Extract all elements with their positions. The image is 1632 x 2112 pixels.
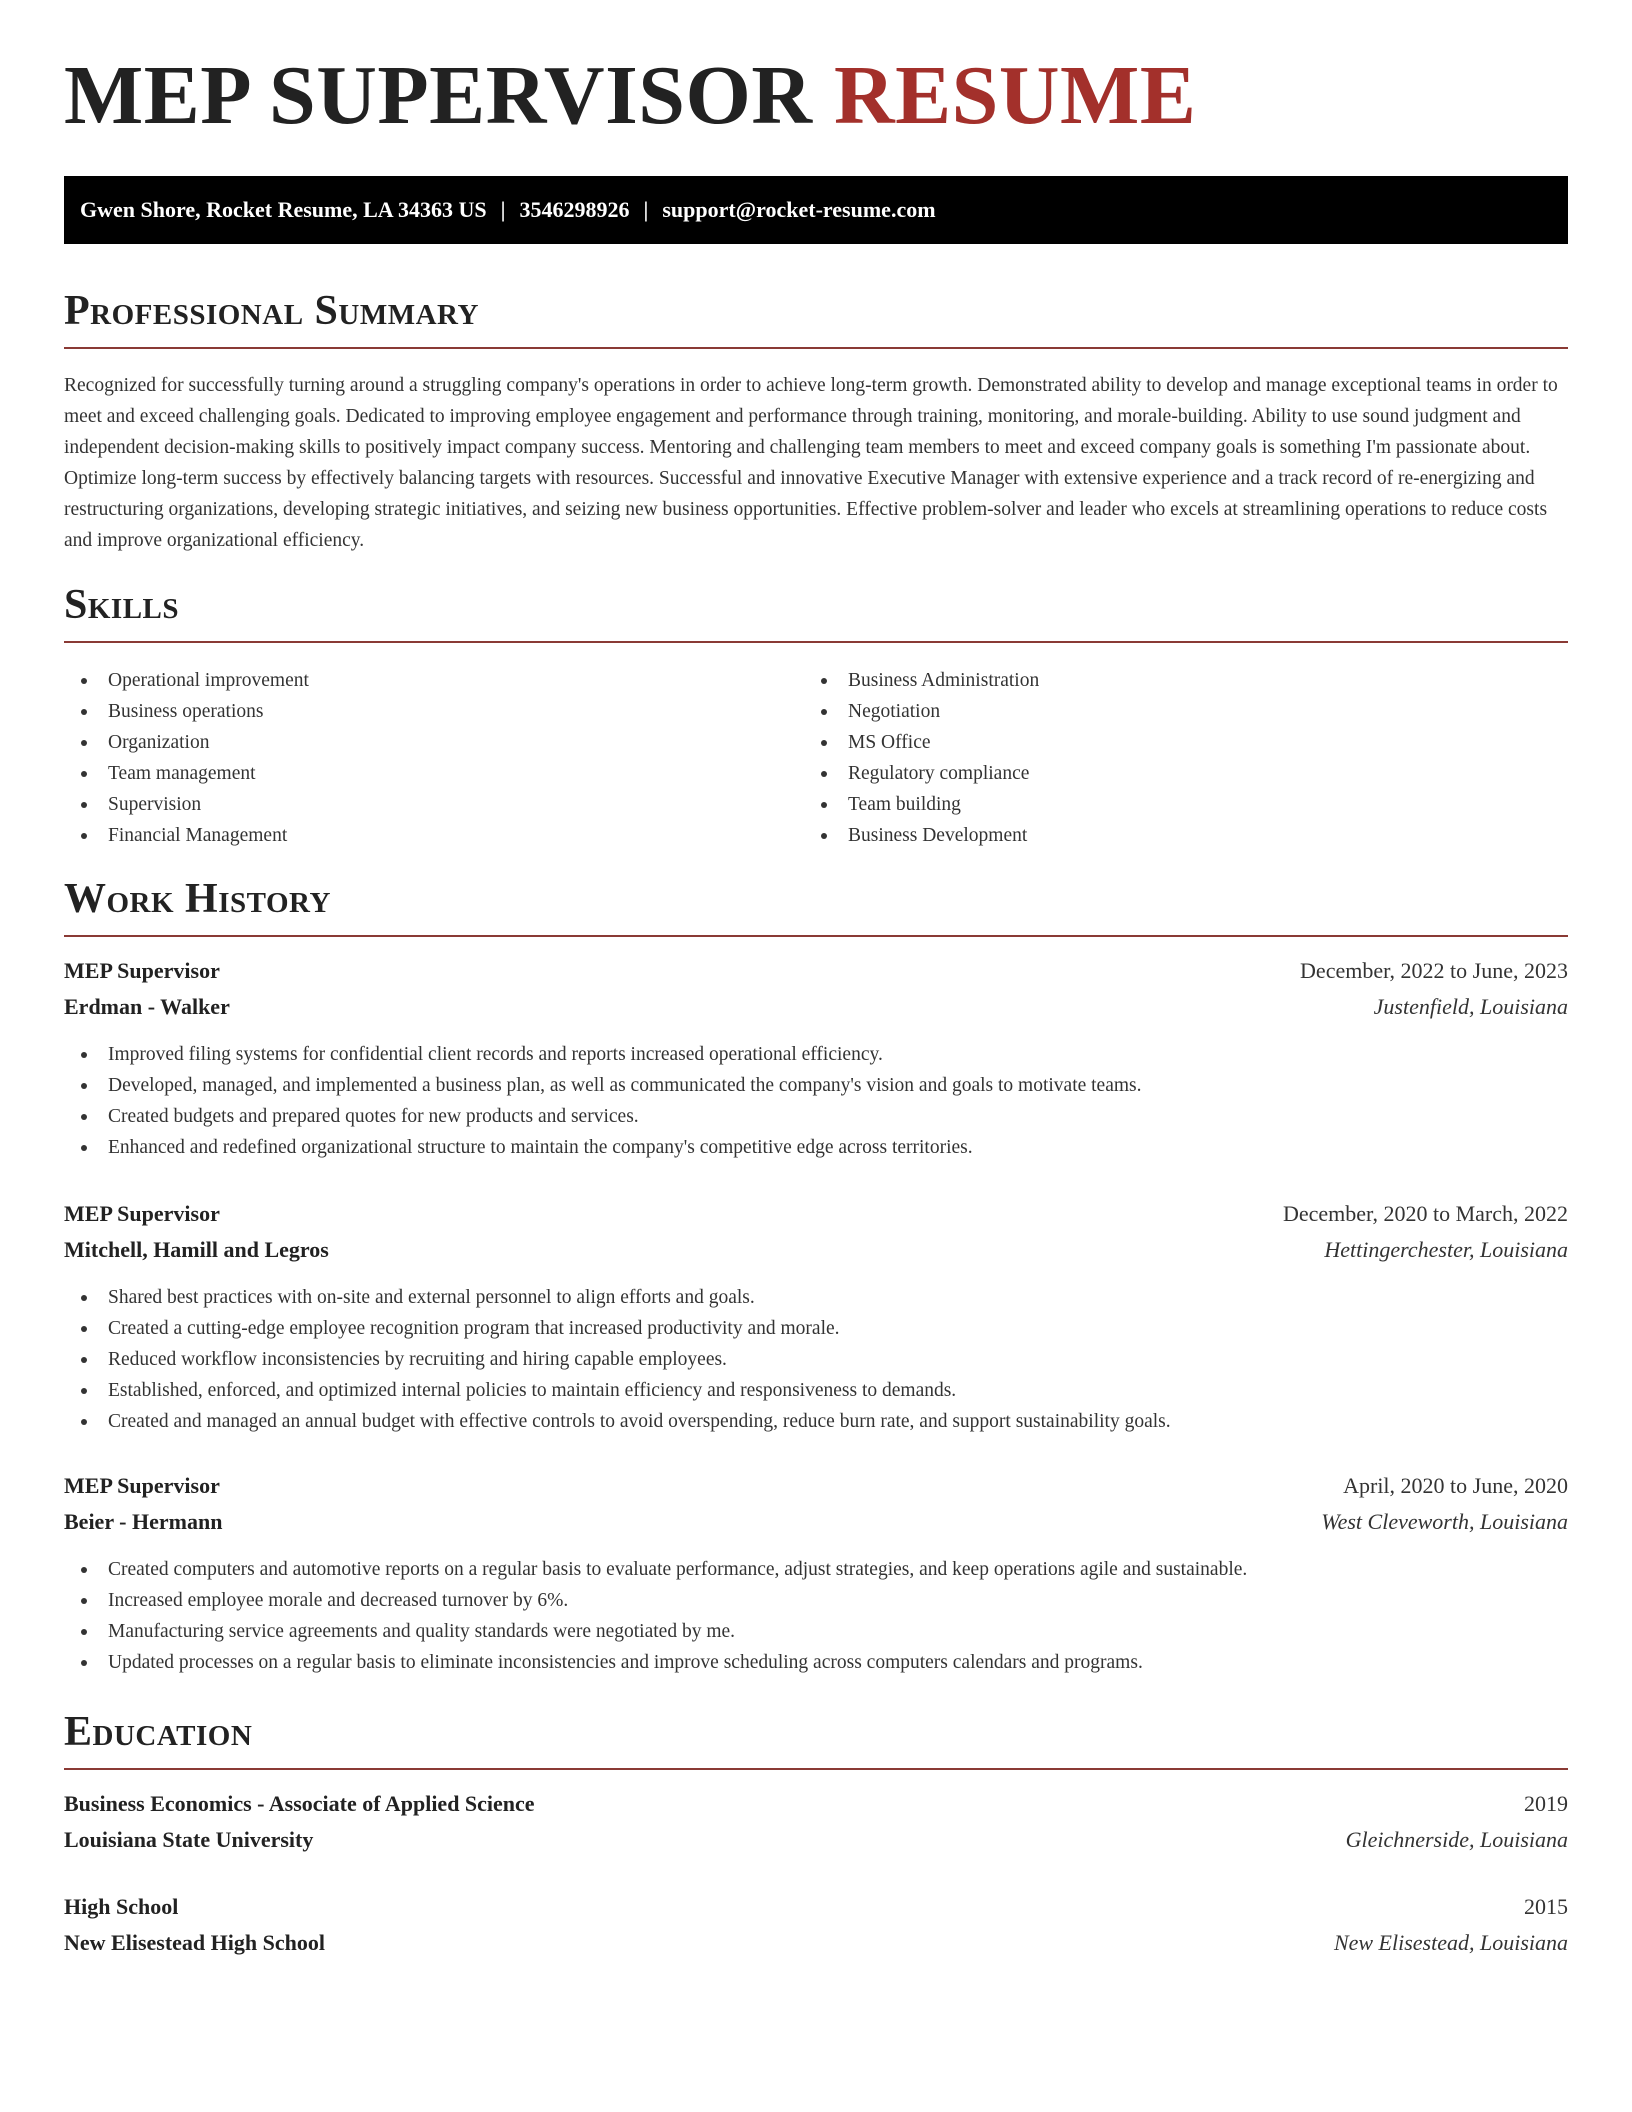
education-location: New Elisestead, Louisiana: [1333, 1930, 1568, 1955]
job-title: MEP Supervisor: [64, 1473, 220, 1498]
job-company: Erdman - Walker: [64, 994, 230, 1019]
skill-item: Organization: [64, 727, 309, 758]
summary-text: Recognized for successfully turning around a struggling company's operations in order to achieve long-term growth. Demonstrated ability to develop and manage exceptional teams in order to meet and exceed challenging goals. Dedicated to improving employee engagement and performance through training, monitoring, and morale-building. Ability to use sound judgment and independent decision-making skills to positively impact company success. Mentoring and challenging team members to meet and exceed company goals is something I'm passionate about. Optimize long-term success by effectively balancing targets with resources. Successful and innovative Executive Manager with extensive experience and a track record of re-energizing and restructuring organizations, developing strategic initiatives, and seizing new business opportunities. Effective problem-solver and leader who excels at streamlining operations to reduce costs and improve organizational efficiency.: [64, 375, 1558, 551]
education-header: [64, 1788, 1568, 1820]
job-bullet: Created computers and automotive reports on a regular basis to evaluate performance, adjust strategies, and keep operations agile and sustainable.: [64, 1554, 1568, 1585]
job-title: MEP Supervisor: [64, 1201, 220, 1226]
job-title: MEP Supervisor: [64, 958, 220, 983]
job-dates: December, 2020 to March, 2022: [1282, 1201, 1568, 1226]
job-location: Justenfield, Louisiana: [1373, 994, 1568, 1019]
job-location: Hettingerchester, Louisiana: [1324, 1237, 1568, 1262]
job-bullet: Created and managed an annual budget with effective controls to avoid overspending, reduce burn rate, and support sustainability goals.: [64, 1406, 1568, 1437]
job-bullet: Updated processes on a regular basis to eliminate inconsistencies and improve scheduling across computers calendars and programs.: [64, 1647, 1568, 1678]
contact-email[interactable]: support@rocket-resume.com: [662, 197, 936, 222]
contact-bar: [64, 176, 1568, 244]
job-bullets: [64, 1039, 1568, 1163]
job-company: Mitchell, Hamill and Legros: [64, 1237, 329, 1262]
skill-item: Operational improvement: [64, 665, 309, 696]
skill-item: Team management: [64, 758, 309, 789]
skill-item: Team building: [804, 789, 1039, 820]
job-dates: April, 2020 to June, 2020: [1343, 1473, 1568, 1498]
job-subheader: [64, 991, 1568, 1023]
job-bullet: Created a cutting-edge employee recognition program that increased productivity and morale.: [64, 1313, 1568, 1344]
job-company: Beier - Hermann: [64, 1509, 223, 1534]
skill-item: Business Development: [804, 820, 1039, 851]
skill-item: Financial Management: [64, 820, 309, 851]
education-year: 2019: [1524, 1791, 1568, 1816]
contact-separator: |: [500, 197, 506, 222]
education-heading: Education: [64, 1709, 253, 1755]
job-bullet: Reduced workflow inconsistencies by recruiting and hiring capable employees.: [64, 1344, 1568, 1375]
skill-item: MS Office: [804, 727, 1039, 758]
skills-heading: Skills: [64, 582, 180, 628]
resume-title: [64, 49, 1197, 142]
job-bullet: Manufacturing service agreements and quality standards were negotiated by me.: [64, 1616, 1568, 1647]
job-bullet: Created budgets and prepared quotes for new products and services.: [64, 1101, 1568, 1132]
job-bullet: Enhanced and redefined organizational structure to maintain the company's competitive edge across territories.: [64, 1132, 1568, 1163]
work-heading: Work History: [64, 876, 331, 922]
job-header: [64, 1198, 1568, 1230]
skills-list-right: [804, 665, 1039, 851]
job-subheader: [64, 1506, 1568, 1538]
skill-item: Negotiation: [804, 696, 1039, 727]
education-header: [64, 1891, 1568, 1923]
job-bullet: Increased employee morale and decreased turnover by 6%.: [64, 1585, 1568, 1616]
job-bullets: [64, 1282, 1568, 1437]
work-divider: [64, 935, 1568, 937]
education-subheader: [64, 1927, 1568, 1959]
education-location: Gleichnerside, Louisiana: [1345, 1827, 1568, 1852]
skill-item: Supervision: [64, 789, 309, 820]
contact-phone: 3546298926: [519, 197, 630, 222]
contact-separator: |: [643, 197, 649, 222]
title-main: MEP SUPERVISOR: [64, 49, 813, 142]
education-divider: [64, 1768, 1568, 1770]
skills-list-left: [64, 665, 309, 851]
education-degree: Business Economics - Associate of Applied Science: [64, 1791, 535, 1816]
skill-item: Regulatory compliance: [804, 758, 1039, 789]
job-subheader: [64, 1234, 1568, 1266]
education-degree: High School: [64, 1894, 179, 1919]
job-bullet: Developed, managed, and implemented a business plan, as well as communicated the company's vision and goals to motivate teams.: [64, 1070, 1568, 1101]
skill-item: Business Administration: [804, 665, 1039, 696]
job-bullet: Shared best practices with on-site and external personnel to align efforts and goals.: [64, 1282, 1568, 1313]
summary-divider: [64, 347, 1568, 349]
job-bullet: Established, enforced, and optimized internal policies to maintain efficiency and responsiveness to demands.: [64, 1375, 1568, 1406]
skills-divider: [64, 641, 1568, 643]
title-accent: RESUME: [833, 49, 1197, 142]
education-school: New Elisestead High School: [64, 1930, 325, 1955]
skill-item: Business operations: [64, 696, 309, 727]
summary-heading: Professional Summary: [64, 288, 479, 334]
job-bullets: [64, 1554, 1568, 1678]
job-bullet: Improved filing systems for confidential client records and reports increased operational efficiency.: [64, 1039, 1568, 1070]
education-subheader: [64, 1824, 1568, 1856]
job-header: [64, 955, 1568, 987]
job-header: [64, 1470, 1568, 1502]
education-school: Louisiana State University: [64, 1827, 314, 1852]
education-year: 2015: [1524, 1894, 1568, 1919]
contact-address: Gwen Shore, Rocket Resume, LA 34363 US: [80, 197, 487, 222]
job-dates: December, 2022 to June, 2023: [1300, 958, 1568, 983]
job-location: West Cleveworth, Louisiana: [1321, 1509, 1568, 1534]
